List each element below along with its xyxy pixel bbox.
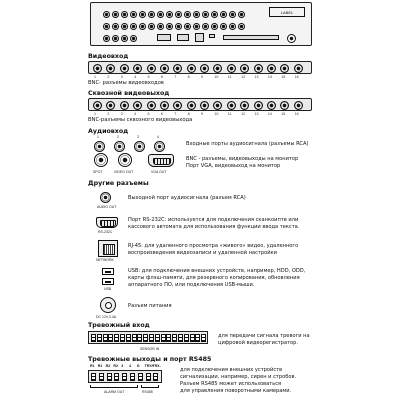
network-rj45-connector: [98, 240, 118, 257]
panel-rj45-icon: [195, 33, 204, 42]
panel-bnc-icon: [157, 11, 164, 18]
panel-vga-icon: [157, 34, 171, 41]
bnc-connector: [200, 101, 209, 110]
terminal-label: R1: [97, 364, 103, 368]
panel-bnc-icon: [166, 11, 173, 18]
port-number: 14: [267, 112, 272, 116]
panel-bnc-icon: [121, 23, 128, 30]
panel-bnc-icon: [157, 23, 164, 30]
terminal-label: R1: [90, 364, 95, 368]
alarm-in-title: Тревожный вход: [88, 322, 150, 329]
usb-port-1: [102, 268, 114, 275]
bnc-connector: [160, 101, 169, 110]
power-tag: DC 12V,3.4A: [96, 315, 117, 319]
panel-bnc-icon: [211, 11, 218, 18]
bnc-connector: [147, 101, 156, 110]
terminal-label: 3: [121, 364, 124, 368]
video-out-tag: VIDEO OUT: [114, 170, 134, 174]
terminal-slot: [138, 373, 143, 381]
panel-terminal-icon: [223, 35, 279, 40]
alarm-out-desc-line4: для управления поворотными камерами.: [180, 388, 292, 394]
port-number: 13: [254, 112, 259, 116]
video-out-desc-line2: Порт VGA, видеовыход на монитор: [186, 163, 281, 169]
bnc-connector: [254, 101, 263, 110]
rear-panel-illustration: [90, 2, 312, 46]
panel-bnc-icon: [220, 23, 227, 30]
audio-in-desc: Входные порты аудиосигнала (разъемы RCA): [186, 141, 309, 147]
port-number: 4: [134, 75, 137, 79]
bnc-connector: [213, 64, 222, 73]
terminal-slot: [153, 373, 158, 381]
rs232-desc-line1: Порт RS-232C: используется для подключения сканкоиптв или: [128, 217, 299, 223]
bnc-connector: [267, 64, 276, 73]
panel-bnc-icon: [112, 23, 119, 30]
audio-in-port-number: 2: [117, 135, 119, 139]
port-number: 9: [201, 75, 203, 79]
terminal-label: G: [136, 364, 140, 368]
terminal-slot: [172, 334, 177, 342]
terminal-slot: [178, 334, 183, 342]
panel-bnc-icon: [148, 23, 155, 30]
port-number: 1: [94, 112, 96, 116]
port-number: 5: [147, 112, 150, 116]
terminal-slot: [91, 373, 96, 381]
audio-in-port-number: 3: [137, 135, 139, 139]
video-out-desc-line1: BNC - разъемы, видеовыходы на монитор: [186, 156, 299, 162]
port-number: 11: [227, 112, 232, 116]
bnc-connector: [106, 64, 115, 73]
audio-out-desc: Выходной порт аудиосигнала (разъем RCA): [128, 195, 246, 201]
port-number: 2: [107, 112, 110, 116]
panel-bnc-icon: [193, 23, 200, 30]
panel-bnc-icon: [103, 11, 110, 18]
terminal-slot: [91, 334, 96, 342]
terminal-slot: [130, 373, 135, 381]
panel-bnc-icon: [112, 35, 119, 42]
port-number: 3: [120, 112, 123, 116]
power-desc: Разъем питания: [128, 303, 172, 309]
terminal-slot: [201, 334, 206, 342]
port-number: 8: [187, 75, 190, 79]
bnc-connector: [173, 64, 182, 73]
bnc-connector: [200, 64, 209, 73]
audio-in-port-number: 1: [97, 135, 99, 139]
bnc-connector: [160, 64, 169, 73]
terminal-slot: [137, 334, 142, 342]
alarm-out-sub: ALARM OUT: [104, 390, 125, 394]
alarm-out-terminal: [88, 370, 162, 383]
bnc-connector: [187, 101, 196, 110]
terminal-label: R2: [105, 364, 111, 368]
port-number: 1: [94, 75, 96, 79]
panel-bnc-icon: [130, 23, 137, 30]
panel-bnc-icon: [175, 23, 182, 30]
port-number: 11: [227, 75, 232, 79]
bnc-connector: [147, 64, 156, 73]
bnc-connector: [120, 64, 129, 73]
audio-out-rca-connector: [100, 192, 111, 203]
terminal-slot: [184, 334, 189, 342]
port-number: 8: [187, 112, 190, 116]
network-desc-line2: воспроизведения видеозаписи и удаленной настройки: [128, 250, 277, 256]
panel-label-box: LABEL: [269, 7, 305, 17]
usb-desc-line3: аппаратного ПО, или подключения USB-мыши.: [128, 282, 255, 288]
port-number: 9: [201, 112, 203, 116]
port-number: 14: [267, 75, 272, 79]
video-in-caption: BNC- разъемы видеовходов: [88, 80, 164, 86]
rca-connector: [114, 141, 125, 152]
bnc-connector: [240, 64, 249, 73]
port-number: 12: [241, 112, 246, 116]
rs485-bracket: [141, 385, 159, 388]
panel-bnc-icon: [184, 11, 191, 18]
panel-bnc-icon: [211, 23, 218, 30]
bnc-connector: [280, 101, 289, 110]
panel-usb-icon: [209, 34, 215, 38]
port-number: 3: [120, 75, 123, 79]
alarm-out-desc-line3: Разъем RS485 может использоваться: [180, 381, 282, 387]
vga-tag: VGA OUT: [151, 170, 167, 174]
panel-bnc-icon: [202, 23, 209, 30]
panel-bnc-icon: [229, 11, 236, 18]
terminal-slot: [132, 334, 137, 342]
terminal-slot: [126, 334, 131, 342]
port-number: 7: [174, 75, 177, 79]
port-number: 6: [160, 112, 163, 116]
spot-tag: SPOT: [93, 170, 103, 174]
rs232-connector: [96, 217, 118, 228]
terminal-slot: [143, 334, 148, 342]
terminal-slot: [114, 373, 119, 381]
port-number: 13: [254, 75, 259, 79]
vga-connector: [148, 154, 174, 167]
bnc-connector: [267, 101, 276, 110]
loop-out-title: Сквозной видеовыход: [88, 90, 170, 97]
panel-bnc-icon: [112, 11, 119, 18]
bnc-connector: [106, 101, 115, 110]
alarm-in-desc-line2: цифровой видеорегистратор.: [218, 340, 299, 346]
port-number: 12: [241, 75, 246, 79]
rs485-sub: RS485: [142, 390, 153, 394]
port-number: 16: [294, 112, 299, 116]
panel-bnc-icon: [148, 11, 155, 18]
terminal-slot: [166, 334, 171, 342]
terminal-slot: [161, 334, 166, 342]
terminal-slot: [122, 373, 127, 381]
other-title: Другие разъемы: [88, 180, 149, 187]
terminal-slot: [103, 334, 108, 342]
rs232-desc-line2: кассового автомата для использования функции ввода текста.: [128, 224, 300, 230]
terminal-label: 4: [129, 364, 131, 368]
bnc-connector: [93, 101, 102, 110]
bnc-connector: [227, 64, 236, 73]
port-number: 15: [281, 112, 286, 116]
port-number: 2: [107, 75, 110, 79]
panel-bnc-icon: [166, 23, 173, 30]
panel-bnc-icon: [121, 11, 128, 18]
terminal-slot: [107, 373, 112, 381]
port-number: 10: [214, 75, 219, 79]
panel-bnc-icon: [220, 11, 227, 18]
port-number: 4: [134, 112, 137, 116]
video-in-strip: [88, 61, 312, 74]
power-connector: [100, 297, 116, 313]
bnc-connector: [294, 101, 303, 110]
port-number: 5: [147, 75, 150, 79]
terminal-label: TRX+: [144, 364, 154, 368]
audio-in-title: Аудиовход: [88, 128, 129, 135]
panel-power-icon: [287, 34, 296, 43]
video-in-title: Видеовход: [88, 53, 129, 60]
bnc-connector: [173, 101, 182, 110]
bnc-connector: [133, 101, 142, 110]
terminal-slot: [155, 334, 160, 342]
usb-port-2: [102, 278, 114, 285]
terminal-slot: [99, 373, 104, 381]
alarm-in-terminal: [88, 331, 208, 344]
usb-tag: USB: [104, 287, 112, 291]
port-number: 10: [214, 112, 219, 116]
bnc-connector: [280, 64, 289, 73]
panel-bnc-icon: [139, 23, 146, 30]
panel-bnc-icon: [202, 11, 209, 18]
bnc-connector: [93, 64, 102, 73]
terminal-slot: [114, 334, 119, 342]
rca-connector: [94, 141, 105, 152]
alarm-in-sub: SENSOR IN: [140, 347, 160, 351]
bnc-connector: [133, 64, 142, 73]
terminal-slot: [97, 334, 102, 342]
network-tag: NETWORK: [96, 258, 114, 262]
alarm-out-bracket: [90, 385, 138, 388]
bnc-connector: [227, 101, 236, 110]
terminal-slot: [195, 334, 200, 342]
terminal-slot: [108, 334, 113, 342]
rs232-tag: RS-232C: [98, 230, 113, 234]
terminal-slot: [190, 334, 195, 342]
audio-out-tag: AUDIO OUT: [97, 205, 117, 209]
port-number: 6: [160, 75, 163, 79]
network-desc-line1: RJ-45: для удаленного просмотра «живого» видео, удаленного: [128, 243, 299, 249]
usb-desc-line2: карты флэш-памяти, для резервного копирования, обновления: [128, 275, 300, 281]
alarm-out-desc-line1: для подключения внешних устройств: [180, 367, 283, 373]
alarm-out-desc-line2: сигнализации, например, сирен и стробов.: [180, 374, 297, 380]
panel-bnc-icon: [238, 23, 245, 30]
bnc-connector: [187, 64, 196, 73]
port-number: 16: [294, 75, 299, 79]
bnc-connector: [213, 101, 222, 110]
spot-bnc-connector: [94, 153, 108, 167]
panel-bnc-icon: [130, 11, 137, 18]
panel-bnc-icon: [229, 23, 236, 30]
terminal-label: R2: [113, 364, 118, 368]
bnc-connector: [240, 101, 249, 110]
panel-bnc-icon: [139, 11, 146, 18]
loop-out-strip: [88, 98, 312, 111]
bnc-connector: [120, 101, 129, 110]
audio-in-port-number: 4: [157, 135, 159, 139]
port-number: 7: [174, 112, 177, 116]
rca-connector: [154, 141, 165, 152]
panel-bnc-icon: [238, 11, 245, 18]
panel-bnc-icon: [103, 23, 110, 30]
terminal-slot: [149, 334, 154, 342]
panel-bnc-icon: [121, 35, 128, 42]
panel-bnc-icon: [193, 11, 200, 18]
terminal-slot: [146, 373, 151, 381]
bnc-connector: [294, 64, 303, 73]
panel-bnc-icon: [175, 11, 182, 18]
alarm-out-title: Тревожные выходы и порт RS485: [88, 356, 212, 363]
alarm-in-desc-line1: для передачи сигнала тревоги на: [218, 333, 310, 339]
bnc-connector: [254, 64, 263, 73]
loop-out-caption: BNC-разъемы сквозного видеовыхода: [88, 117, 193, 123]
panel-bnc-icon: [103, 35, 110, 42]
port-number: 15: [281, 75, 286, 79]
panel-rs232-icon: [177, 34, 189, 41]
terminal-label: TRX-: [152, 364, 161, 368]
panel-bnc-icon: [130, 35, 137, 42]
rca-connector: [134, 141, 145, 152]
video-out-bnc-connector: [118, 153, 132, 167]
terminal-slot: [120, 334, 125, 342]
usb-desc-line1: USB: для подключения внешних устройств, например, HDD, ODD,: [128, 268, 306, 274]
panel-bnc-icon: [184, 23, 191, 30]
